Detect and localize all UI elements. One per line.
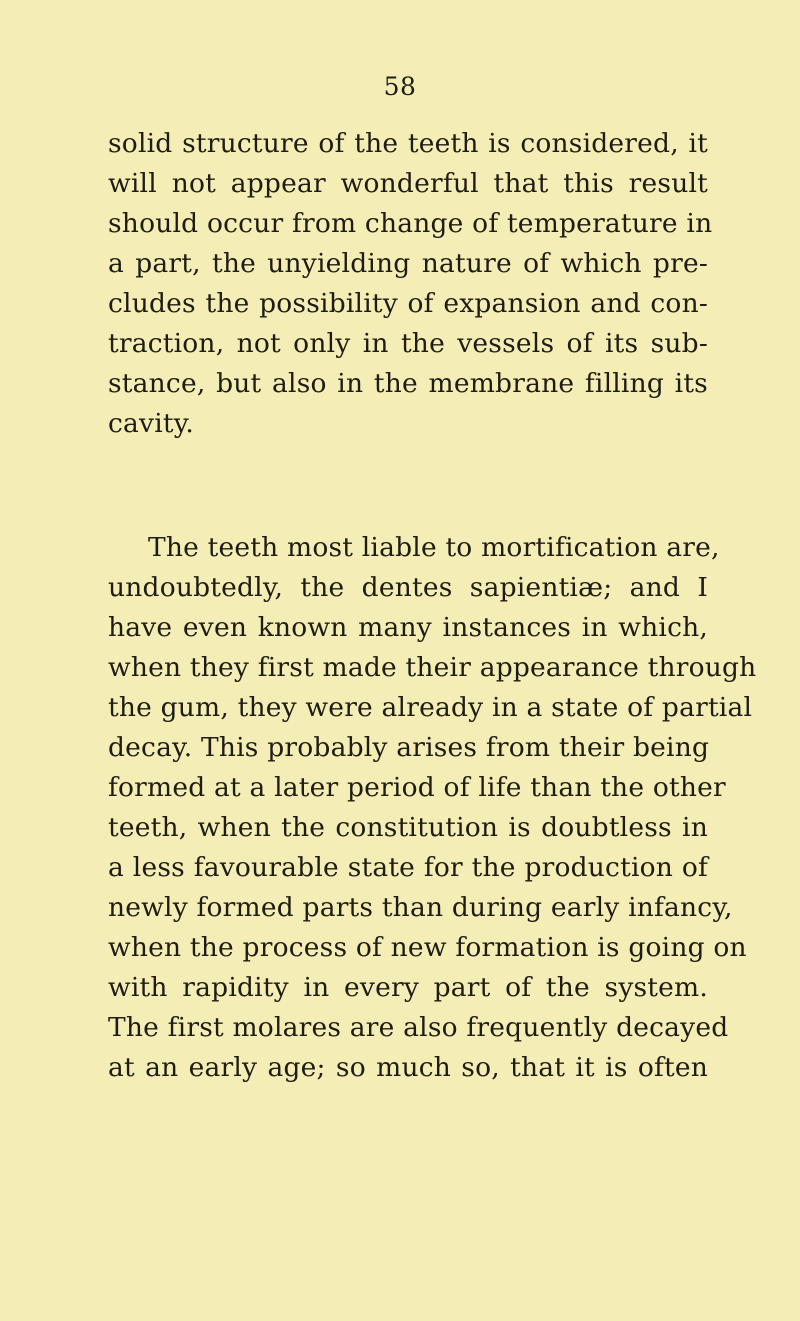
paragraph-1 bbox=[108, 124, 713, 444]
text-line: when they first made their appearance through bbox=[108, 652, 757, 683]
text-line: traction, not only in the vessels of its sub- bbox=[108, 328, 708, 359]
text-line: stance, but also in the membrane filling its bbox=[108, 368, 708, 399]
text-line: solid structure of the teeth is considered, it bbox=[108, 128, 708, 159]
text-line: with rapidity in every part of the system. bbox=[108, 972, 708, 1003]
text-line: will not appear wonderful that this result bbox=[108, 168, 708, 199]
text-line: at an early age; so much so, that it is often bbox=[108, 1052, 708, 1083]
text-line: decay. This probably arises from their being bbox=[108, 732, 710, 763]
text-line: The first molares are also frequently decayed bbox=[108, 1012, 729, 1043]
text-line: The teeth most liable to mortification are, bbox=[148, 532, 720, 563]
text-line: when the process of new formation is going on bbox=[108, 932, 747, 963]
text-line: a part, the unyielding nature of which pre- bbox=[108, 248, 708, 279]
text-line: have even known many instances in which, bbox=[108, 612, 708, 643]
text-line: cludes the possibility of expansion and con- bbox=[108, 288, 708, 319]
text-line: undoubtedly, the dentes sapientiæ; and I bbox=[108, 572, 708, 603]
text-line: should occur from change of temperature in bbox=[108, 208, 713, 239]
paragraph-2 bbox=[108, 528, 757, 1088]
text-line: the gum, they were already in a state of partial bbox=[108, 692, 753, 723]
text-line: teeth, when the constitution is doubtless in bbox=[108, 812, 708, 843]
text-line: newly formed parts than during early infancy, bbox=[108, 892, 733, 923]
text-line: formed at a later period of life than the other bbox=[108, 772, 726, 803]
text-line: cavity. bbox=[108, 408, 195, 439]
page-number: 58 bbox=[383, 72, 417, 101]
text-line: a less favourable state for the production of bbox=[108, 852, 708, 883]
